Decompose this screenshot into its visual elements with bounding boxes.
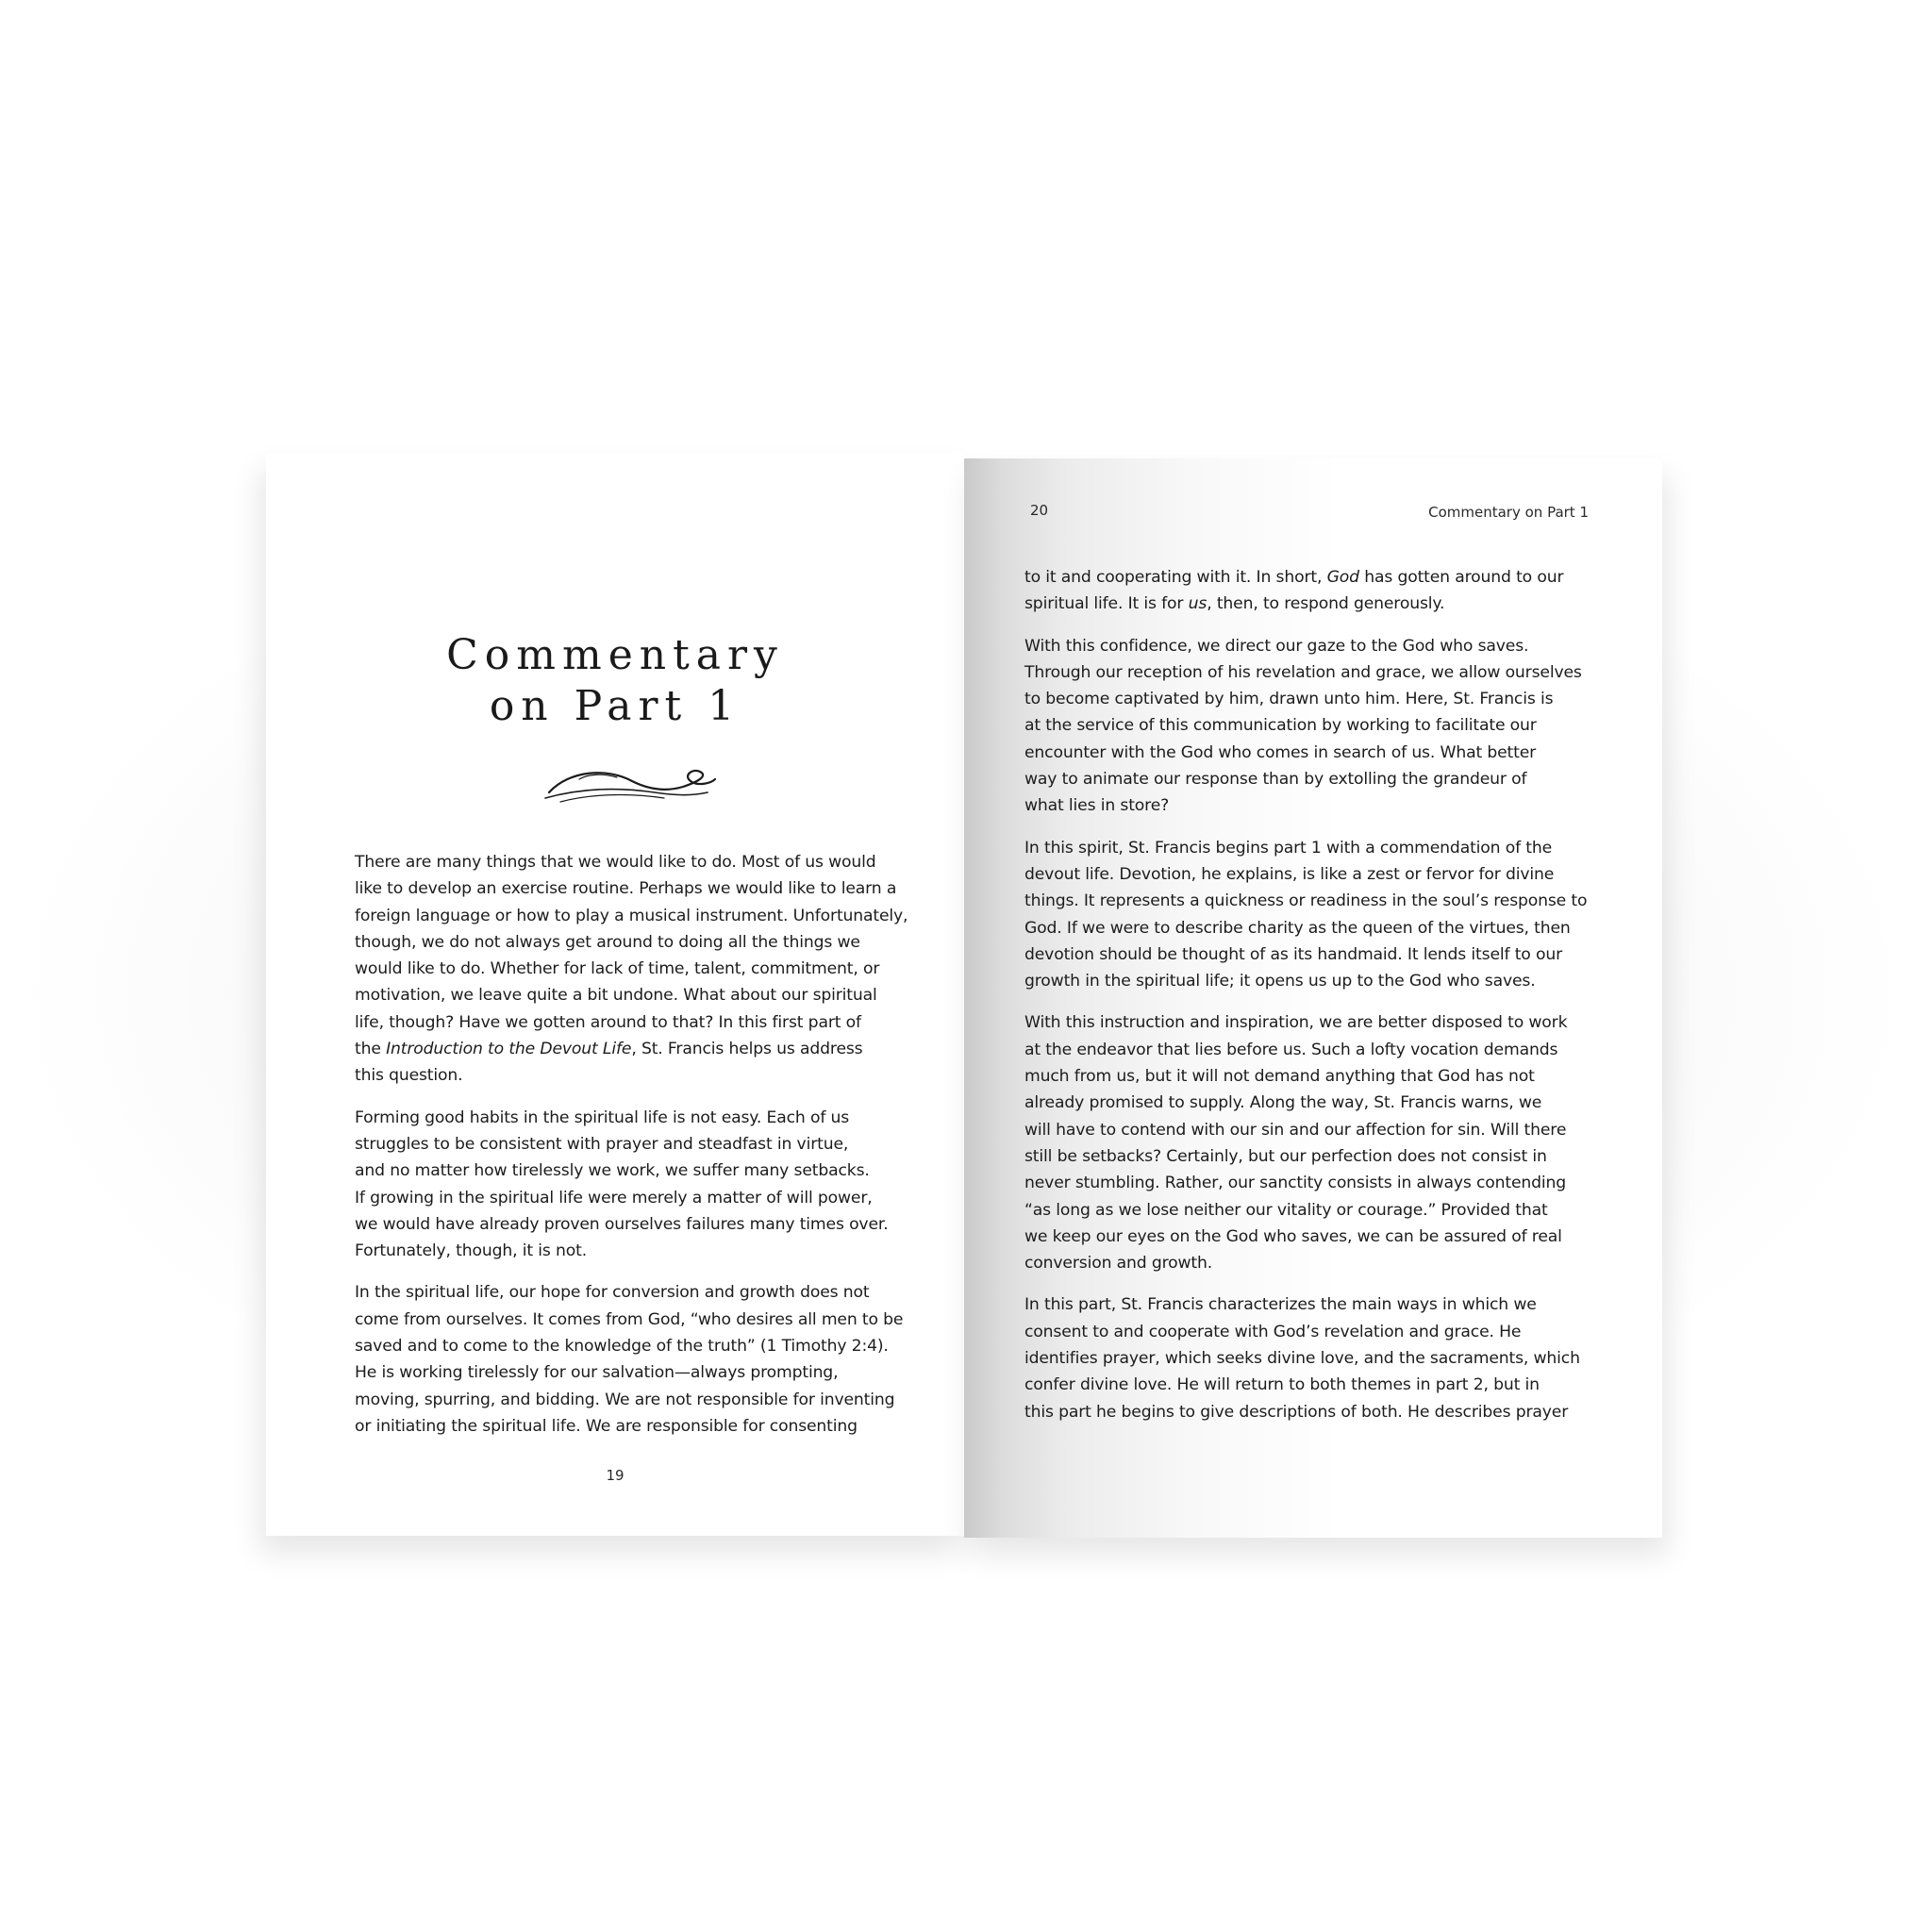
text-line: would like to do. Whether for lack of time, talent, commitment, or: [355, 959, 880, 979]
chapter-title-line-2: on Part 1: [489, 682, 741, 730]
paragraph: [1024, 835, 1628, 995]
text-line: or initiating the spiritual life. We are responsible for consenting: [355, 1416, 858, 1436]
text-line: In this part, St. Francis characterizes the main ways in which we: [1024, 1295, 1537, 1315]
paragraph: [1024, 633, 1628, 820]
text-line: [1024, 564, 1628, 591]
text-line: He is working tirelessly for our salvation—always prompting,: [355, 1363, 839, 1383]
text-line: Forming good habits in the spiritual life is not easy. Each of us: [355, 1108, 850, 1127]
text-line: devotion should be thought of as its handmaid. It lends itself to our: [1024, 944, 1563, 964]
text-line: In this spirit, St. Francis begins part 1 with a commendation of the: [1024, 838, 1553, 858]
right-body-text: [1024, 564, 1628, 1441]
italic-word: God: [1326, 568, 1359, 587]
text-line: [355, 1036, 921, 1062]
text-line: at the service of this communication by working to facilitate our: [1024, 716, 1537, 736]
text-segment: , St. Francis helps us address: [631, 1040, 863, 1059]
text-line: things. It represents a quickness or readiness in the soul’s response to: [1024, 891, 1588, 911]
text-line: confer divine love. He will return to both themes in part 2, but in: [1024, 1375, 1540, 1395]
text-line: Fortunately, though, it is not.: [355, 1241, 588, 1261]
text-line: growth in the spiritual life; it opens us up to the God who saves.: [1024, 972, 1536, 991]
text-line: consent to and cooperate with God’s revelation and grace. He: [1024, 1322, 1522, 1341]
text-segment: to it and cooperating with it. In short,: [1024, 568, 1327, 587]
text-line: identifies prayer, which seeks divine love, and the sacraments, which: [1024, 1349, 1580, 1369]
text-segment: , then, to respond generously.: [1207, 594, 1445, 614]
text-line: If growing in the spiritual life were merely a matter of will power,: [355, 1188, 873, 1208]
paragraph: [355, 1279, 921, 1440]
text-line: There are many things that we would like to do. Most of us would: [355, 853, 876, 872]
text-line: struggles to be consistent with prayer and steadfast in virtue,: [355, 1134, 849, 1154]
flourish-ornament-icon: [541, 764, 717, 808]
italic-word: us: [1188, 594, 1208, 614]
paragraph: [1024, 1009, 1628, 1276]
open-book: [266, 453, 1662, 1538]
text-line: like to develop an exercise routine. Perhaps we would like to learn a: [355, 879, 897, 899]
text-line: we keep our eyes on the God who saves, we can be assured of real: [1024, 1226, 1562, 1246]
text-line: Through our reception of his revelation and grace, we allow ourselves: [1024, 662, 1582, 682]
text-line: at the endeavor that lies before us. Such a lofty vocation demands: [1024, 1040, 1558, 1059]
book-title-italic: Introduction to the Devout Life: [386, 1040, 632, 1059]
text-line: will have to contend with our sin and our affection for sin. Will there: [1024, 1120, 1567, 1140]
paragraph: [1024, 1291, 1628, 1424]
text-line: never stumbling. Rather, our sanctity consists in always contending: [1024, 1174, 1567, 1193]
text-line: still be setbacks? Certainly, but our perfection does not consist in: [1024, 1146, 1547, 1166]
left-page: [266, 453, 964, 1536]
text-line: we would have already proven ourselves failures many times over.: [355, 1214, 889, 1234]
text-line: come from ourselves. It comes from God, “who desires all men to be: [355, 1309, 904, 1329]
text-line: what lies in store?: [1024, 796, 1170, 816]
left-body-text: [355, 849, 921, 1455]
text-segment: the: [355, 1040, 387, 1059]
text-line: encounter with the God who comes in search of us. What better: [1024, 742, 1537, 762]
page-number-left: 19: [606, 1467, 625, 1484]
paragraph: [355, 1105, 921, 1265]
text-line: devout life. Devotion, he explains, is like a zest or fervor for divine: [1024, 864, 1555, 884]
text-line: this question.: [355, 1066, 463, 1086]
chapter-title: [266, 630, 964, 732]
text-line: way to animate our response than by extolling the grandeur of: [1024, 770, 1527, 790]
text-segment: spiritual life. It is for: [1024, 594, 1189, 614]
page-number-right: 20: [1030, 502, 1049, 519]
text-line: and no matter how tirelessly we work, we suffer many setbacks.: [355, 1161, 870, 1181]
text-line: With this instruction and inspiration, we are better disposed to work: [1024, 1013, 1568, 1033]
paragraph: [1024, 564, 1628, 618]
text-line: this part he begins to give descriptions of both. He describes prayer: [1024, 1402, 1569, 1422]
text-line: conversion and growth.: [1024, 1254, 1213, 1274]
text-line: much from us, but it will not demand anything that God has not: [1024, 1067, 1535, 1087]
text-line: “as long as we lose neither our vitality or courage.” Provided that: [1024, 1200, 1548, 1220]
text-line: foreign language or how to play a musical instrument. Unfortunately,: [355, 906, 908, 925]
chapter-title-line-1: Commentary: [446, 631, 784, 679]
text-line: moving, spurring, and bidding. We are not responsible for inventing: [355, 1390, 895, 1409]
running-head: Commentary on Part 1: [1428, 504, 1589, 521]
paragraph: [355, 849, 921, 1090]
text-line: to become captivated by him, drawn unto him. Here, St. Francis is: [1024, 690, 1554, 709]
text-line: God. If we were to describe charity as the queen of the virtues, then: [1024, 918, 1571, 938]
text-line: saved and to come to the knowledge of the truth” (1 Timothy 2:4).: [355, 1337, 889, 1357]
text-line: life, though? Have we gotten around to that? In this first part of: [355, 1012, 861, 1032]
text-segment: has gotten around to our: [1358, 568, 1564, 587]
text-line: though, we do not always get around to doing all the things we: [355, 932, 860, 952]
text-line: already promised to supply. Along the way, St. Francis warns, we: [1024, 1093, 1542, 1113]
text-line: In the spiritual life, our hope for conversion and growth does not: [355, 1283, 870, 1303]
text-line: With this confidence, we direct our gaze to the God who saves.: [1024, 636, 1529, 656]
text-line: [1024, 591, 1628, 617]
text-line: motivation, we leave quite a bit undone. What about our spiritual: [355, 986, 877, 1006]
right-page: [964, 458, 1662, 1538]
